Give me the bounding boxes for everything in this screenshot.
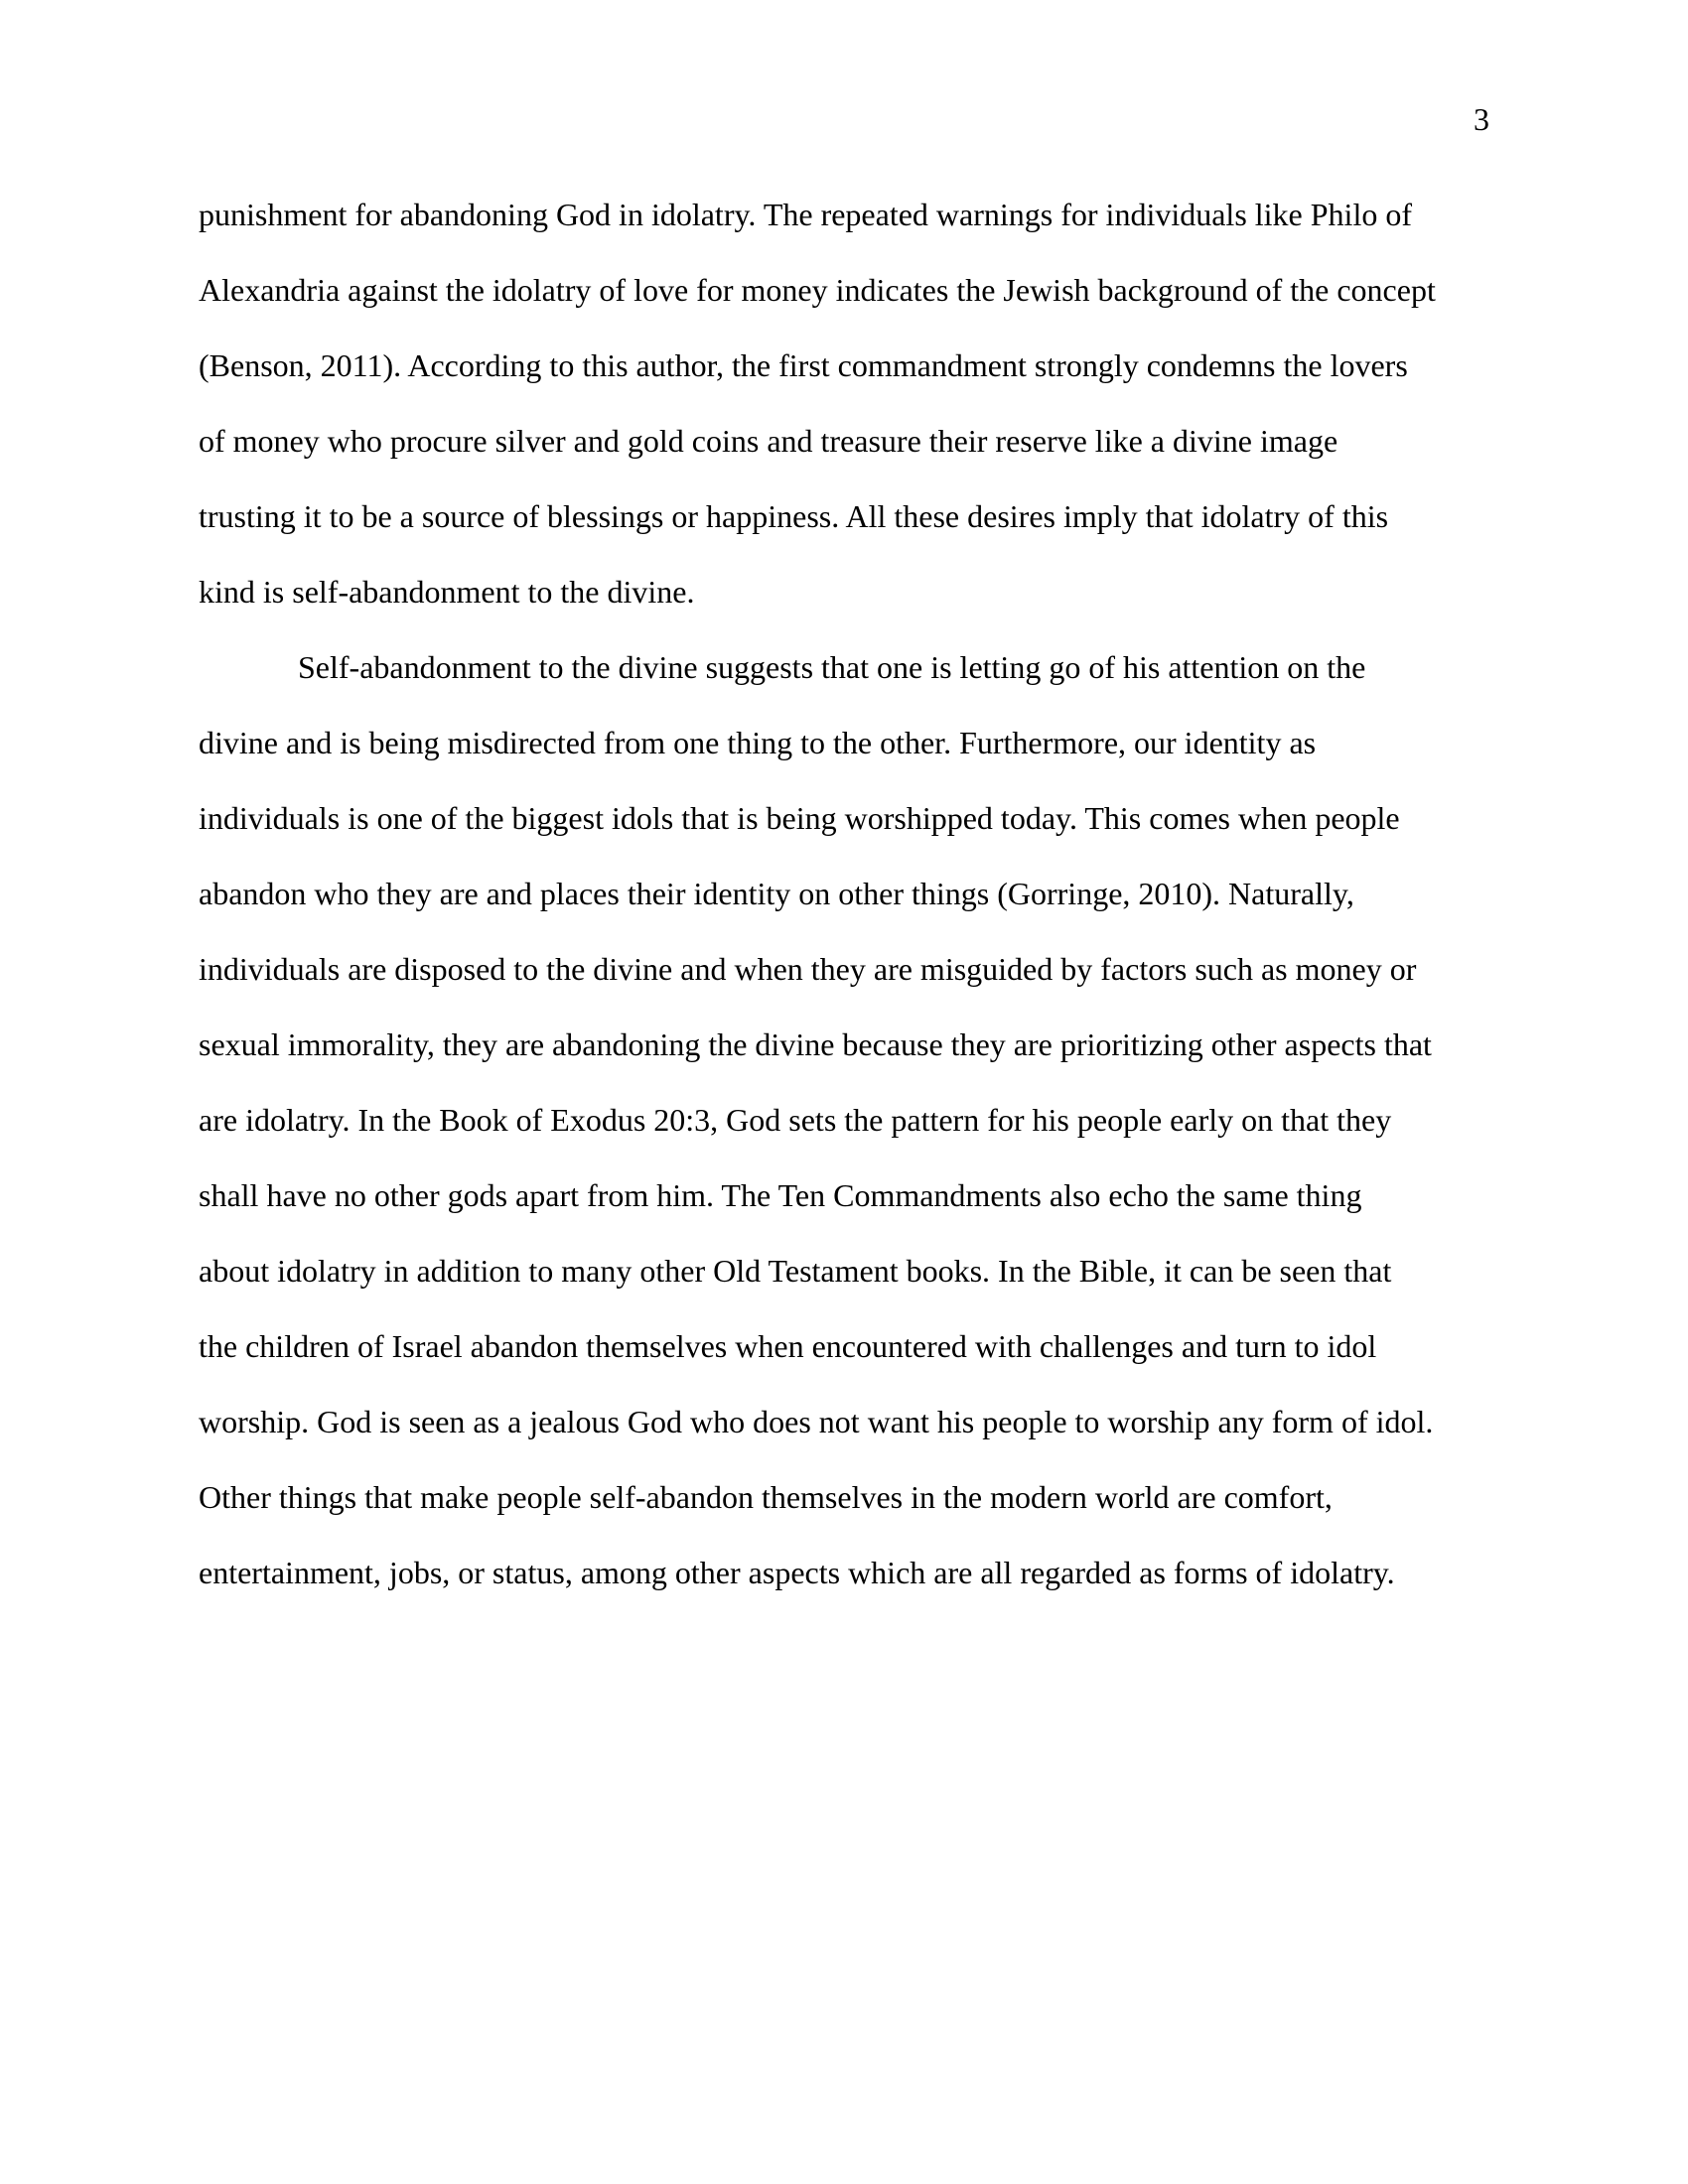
text-line: Alexandria against the idolatry of love for money indicates the Jewish background of the concept	[199, 272, 1436, 308]
text-line: divine and is being misdirected from one thing to the other. Furthermore, our identity as	[199, 725, 1317, 760]
text-line: kind is self-abandonment to the divine.	[199, 574, 695, 610]
text-line: Other things that make people self-abandon themselves in the modern world are comfort,	[199, 1479, 1333, 1515]
text-line: shall have no other gods apart from him. The Ten Commandments also echo the same thing	[199, 1177, 1362, 1213]
text-line: Self-abandonment to the divine suggests that one is letting go of his attention on the	[298, 649, 1366, 685]
page-number: 3	[1474, 101, 1489, 137]
document-body	[199, 195, 1489, 1628]
text-line: individuals are disposed to the divine and when they are misguided by factors such as money or	[199, 951, 1417, 987]
text-line: are idolatry. In the Book of Exodus 20:3, God sets the pattern for his people early on that they	[199, 1102, 1392, 1138]
text-line: trusting it to be a source of blessings or happiness. All these desires imply that idolatry of this	[199, 498, 1389, 534]
text-line: abandon who they are and places their identity on other things (Gorringe, 2010). Naturally,	[199, 876, 1354, 911]
text-line: of money who procure silver and gold coins and treasure their reserve like a divine image	[199, 423, 1338, 459]
text-line: entertainment, jobs, or status, among other aspects which are all regarded as forms of idolatry.	[199, 1555, 1395, 1590]
text-line: worship. God is seen as a jealous God who does not want his people to worship any form of idol.	[199, 1404, 1434, 1439]
text-line: individuals is one of the biggest idols that is being worshipped today. This comes when people	[199, 800, 1400, 836]
text-line: (Benson, 2011). According to this author, the first commandment strongly condemns the lovers	[199, 347, 1408, 383]
text-line: sexual immorality, they are abandoning the divine because they are prioritizing other aspects that	[199, 1026, 1432, 1062]
text-line: about idolatry in addition to many other Old Testament books. In the Bible, it can be seen that	[199, 1253, 1392, 1289]
text-line: the children of Israel abandon themselves when encountered with challenges and turn to idol	[199, 1328, 1377, 1364]
text-line: punishment for abandoning God in idolatry. The repeated warnings for individuals like Philo of	[199, 197, 1412, 232]
paragraph-1	[199, 195, 1489, 647]
paragraph-2	[199, 647, 1489, 1628]
